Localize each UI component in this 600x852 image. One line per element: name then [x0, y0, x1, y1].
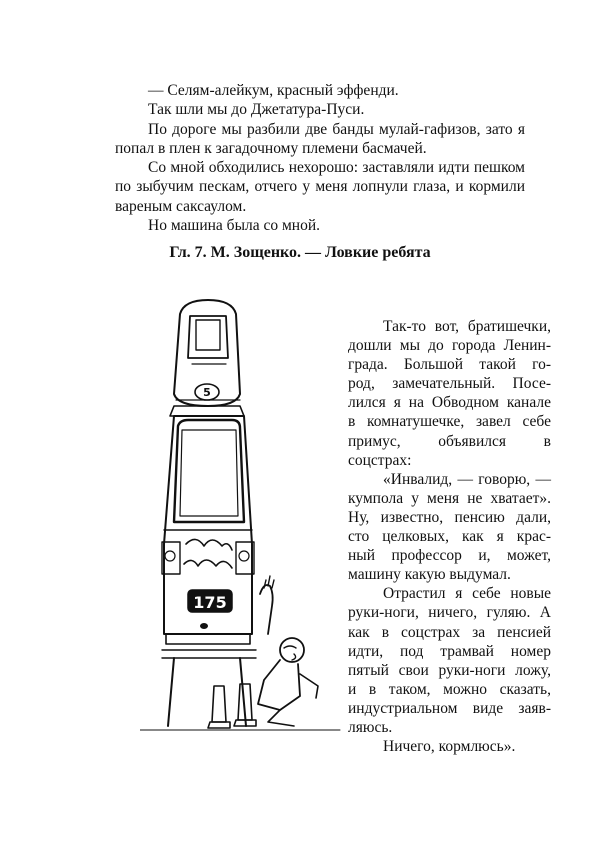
text-line: ляюсь.	[348, 718, 393, 736]
paragraph-3: По дороге мы разбили две банды мулай-гафизов, зато я попал в плен к загадочному племени басмачей.	[115, 120, 525, 157]
tram-number: 175	[193, 593, 227, 612]
text-line: сто целковых, как я крас-	[348, 528, 551, 546]
paragraph-4: Со мной обходились нехорошо: заставляли идти пешком по зыбучим пескам, отчего у меня лопнули глаза, и кормили вареным саксаулом.	[115, 159, 525, 215]
paragraph-2: Так шли мы до Джетатура-Пуси.	[148, 101, 365, 119]
tram-illustration	[140, 294, 350, 732]
text-line: кумпола у меня не хватает».	[348, 489, 551, 507]
right-column	[348, 317, 551, 756]
text-line: ный профессор и, может,	[348, 547, 551, 565]
right-paragraph-4	[348, 737, 551, 756]
text-line: руки-ноги, ничего, гуляю. А	[348, 604, 551, 622]
right-paragraph-1	[348, 317, 551, 470]
text-line: примус, объявился в	[348, 432, 551, 450]
text-line: Ну, известно, пенсию дали,	[348, 508, 551, 526]
text-line: лился я на Обводном канале	[348, 394, 551, 412]
top-car-number: 5	[203, 386, 211, 399]
text-line: «Инвалид, — говорю, —	[383, 470, 551, 488]
text-line: соцстрах:	[348, 451, 412, 469]
text-line: индустриальном виде заяв-	[348, 699, 551, 717]
text-line: машину какую выдумал.	[348, 566, 511, 584]
text-line: Так-то вот, братишечки,	[383, 318, 551, 335]
text-line: как в соцстрах за пенсией	[348, 623, 551, 641]
right-paragraph-2	[348, 470, 551, 585]
text-line: род, замечательный. Посе-	[348, 375, 551, 393]
text-line: в комнатушечке, завел себе	[348, 413, 551, 431]
paragraph-1: — Селям-алейкум, красный эффенди.	[148, 82, 399, 99]
text-line: и в таком, можно сказать,	[348, 680, 551, 698]
chapter-heading: Гл. 7. М. Зощенко. — Ловкие ребята	[169, 244, 431, 261]
text-line: града. Большой такой го-	[348, 356, 551, 374]
text-line: идти, под трамвай номер	[348, 642, 551, 660]
right-paragraph-3	[348, 584, 551, 737]
text-line: дошли мы до города Ленин-	[348, 337, 551, 355]
text-line: Ничего, кормлюсь».	[383, 738, 516, 756]
top-text-block	[115, 81, 525, 235]
text-line: пятый свои руки-ноги ложу,	[348, 661, 551, 679]
text-line: Отрастил я себе новые	[383, 585, 551, 603]
paragraph-5: Но машина была со мной.	[148, 217, 320, 235]
